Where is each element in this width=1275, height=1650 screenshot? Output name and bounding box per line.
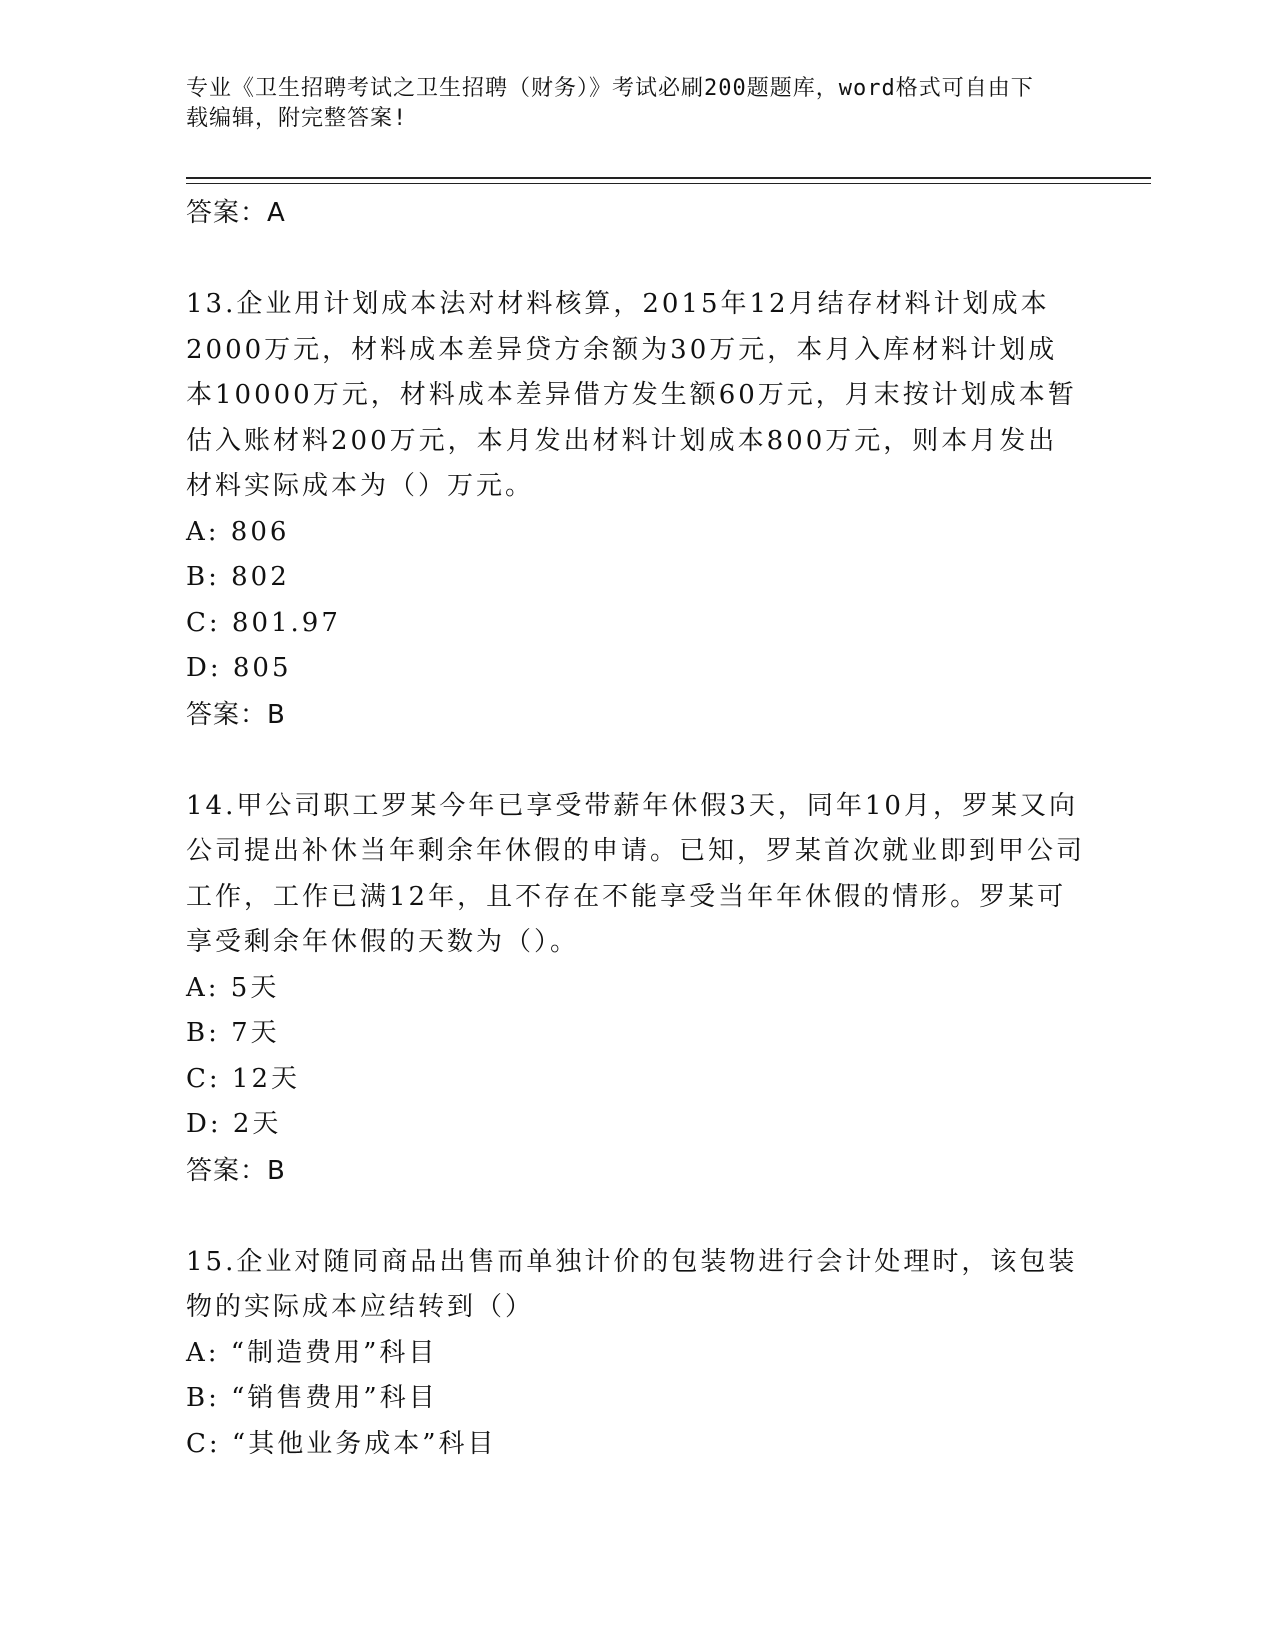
answer-line: 答案：B bbox=[186, 699, 286, 730]
question-block bbox=[186, 282, 1086, 738]
question-text: 14.甲公司职工罗某今年已享受带薪年休假3天，同年10月，罗某又向公司提出补休当年剩余年休假的申请。已知，罗某首次就业即到甲公司工作，工作已满12年，且不存在不能享受当年年休假的情形。罗某可享受剩余年休假的天数为（）。 bbox=[186, 790, 1086, 957]
answer-line: 答案：B bbox=[186, 1155, 286, 1186]
question-block bbox=[186, 1240, 1086, 1468]
option-d: D: 805 bbox=[186, 653, 292, 683]
document-header: 专业《卫生招聘考试之卫生招聘（财务）》考试必刷200题题库，word格式可自由下载编辑，附完整答案! bbox=[186, 76, 1034, 131]
answer-line: 答案：A bbox=[186, 198, 286, 228]
question-text: 13.企业用计划成本法对材料核算，2015年12月结存材料计划成本2000万元，材料成本差异贷方余额为30万元，本月入库材料计划成本10000万元，材料成本差异借方发生额60万元，月末按计划成本暂估入账材料200万元，本月发出材料计划成本800万元，则本月发出材料实际成本为（）万元。 bbox=[186, 289, 1077, 501]
option-b: B: 7天 bbox=[186, 1018, 280, 1048]
option-a: A: 806 bbox=[186, 516, 290, 547]
option-d: D: 2天 bbox=[186, 1109, 282, 1139]
option-a: A: “制造费用”科目 bbox=[186, 1337, 438, 1368]
option-c: C: 12天 bbox=[186, 1063, 301, 1094]
header-rule-thin bbox=[186, 183, 1151, 184]
question-block bbox=[186, 784, 1086, 1194]
question-text: 15.企业对随同商品出售而单独计价的包装物进行会计处理时，该包装物的实际成本应结转到（） bbox=[186, 1246, 1078, 1322]
spacer bbox=[186, 738, 1086, 784]
option-c: C: “其他业务成本”科目 bbox=[186, 1428, 497, 1459]
spacer bbox=[186, 236, 1086, 282]
option-a: A: 5天 bbox=[186, 972, 280, 1003]
spacer bbox=[186, 1194, 1086, 1240]
option-c: C: 801.97 bbox=[186, 607, 341, 638]
document-content bbox=[186, 190, 1086, 1467]
option-b: B: “销售费用”科目 bbox=[186, 1383, 438, 1413]
option-b: B: 802 bbox=[186, 562, 290, 592]
header-rule-thick bbox=[186, 177, 1151, 179]
